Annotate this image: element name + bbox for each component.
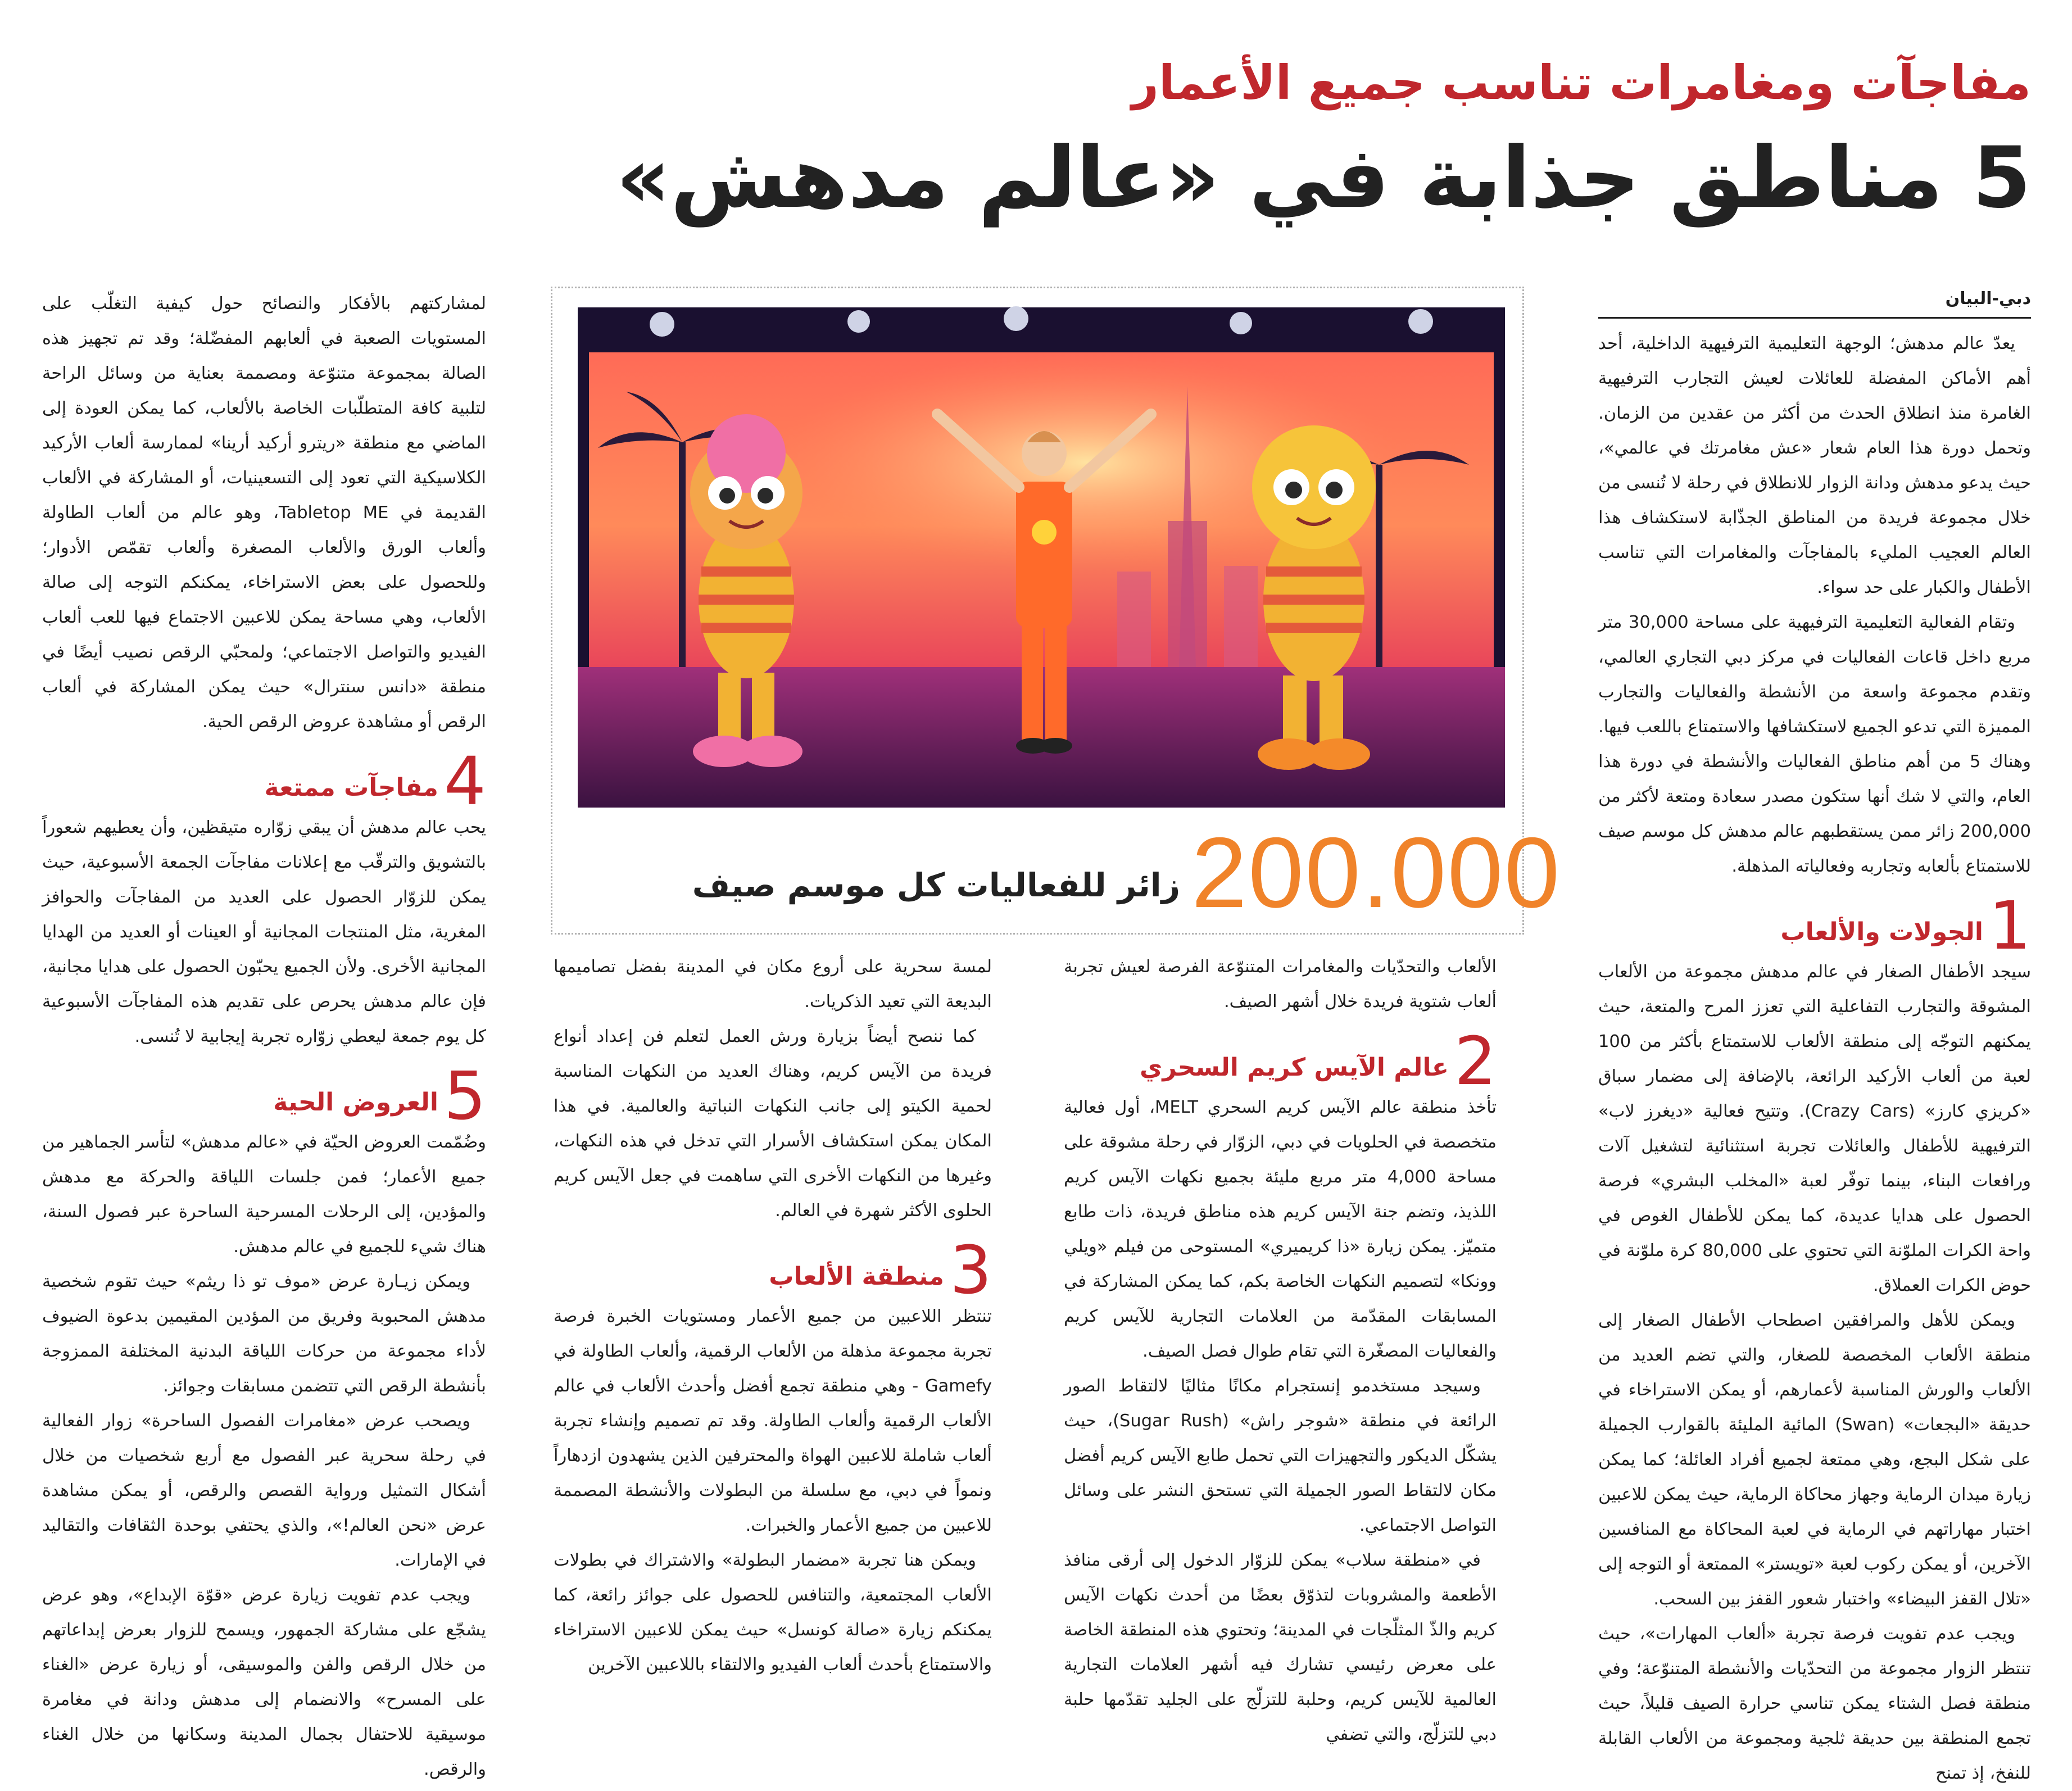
section-1-paragraph-3: ويجب عدم تفويت فرصة تجربة «ألعاب المهارات»، حيث تنتظر الزوار مجموعة من التحدّيات والأنشطة المتنوّعة؛ وفي منطقة فصل الشتاء يمكن تناسي حرارة الصيف قليلاً، حيث تجمع المنطقة بين حديقة ثلجية ومجموعة من الألعاب القابلة للنفخ، إذ تمنح bbox=[1598, 1624, 2031, 1783]
visitor-count-label: زائر للفعاليات كل موسم صيف bbox=[692, 866, 1180, 904]
section-title: العروض الحية bbox=[273, 1088, 438, 1117]
section-5-paragraph-3: ويصحب عرض «مغامرات الفصول الساحرة» زوار الفعالية في رحلة سحرية عبر الفصول مع أربع شخصيات من خلال أشكال التمثيل ورواية القصص والرقص، أو يمكن مشاهدة عرض «نحن العالم!»، والذي يحتفي بوحدة الثقافات والتقاليد في الإمارات. bbox=[42, 1411, 486, 1570]
section-title: منطقة الألعاب bbox=[769, 1262, 944, 1291]
column-2-top-paragraph: الألعاب والتحدّيات والمغامرات المتنوّعة الفرصة لعيش تجربة ألعاب شتوية فريدة خلال أشهر الصيف. bbox=[1064, 957, 1497, 1012]
stage-performance-image bbox=[578, 307, 1505, 808]
article-column-2 bbox=[1064, 950, 1497, 1744]
section-2-paragraph-1: تأخذ منطقة عالم الآيس كريم السحري MELT، أول فعالية متخصصة في الحلويات في دبي، الزوّار في رحلة مشوقة على مساحة 4,000 متر مربع مليئة بجميع نكهات الآيس كريم اللذيذ، وتضم جنة الآيس كريم هذه مناطق فريدة، ذات طابع متميّز. يمكن زيارة «ذا كريميري» المستوحى من فيلم «ويلي وونكا» لتصميم النكهات الخاصة بكم، كما يمكن المشاركة في المسابقات المقدّمة من العلامات التجارية للآيس كريم والفعاليات المصغّرة التي تقام طوال فصل الصيف. bbox=[1064, 1098, 1497, 1361]
section-5-paragraph-4: ويجب عدم تفويت زيارة عرض «قوّة الإبداع»، وهو عرض يشجّع على مشاركة الجمهور، ويسمح للزوار بعرض إبداعاتهم من خلال الرقص والفن والموسيقى، أو زيارة عرض «الغناء على المسرح» والانضمام إلى مدهش ودانة في مغامرة موسيقية للاحتفال بجمال المدينة وسكانها من خلال الغناء والرقص. bbox=[42, 1585, 486, 1779]
visitor-count-figure: 200.000 bbox=[1191, 817, 1561, 928]
section-4-paragraph-1: يحب عالم مدهش أن يبقي زوّاره متيقظين، وأن يعطيهم شعوراً بالتشويق والترقّب مع إعلانات مفاجآت الجمعة الأسبوعية، حيث يمكن للزوّار الحصول على العديد من المفاجآت والحوافز المغرية، مثل المنتجات المجانية أو العينات أو العديد من الهدايا المجانية الأخرى. ولأن الجميع يحبّون الحصول على هدايا مجانية، فإن عالم مدهش يحرص على تقديم هذه المفاجآت الأسبوعية كل يوم جمعة ليعطي زوّاره تجربة إيجابية لا تُنسى. bbox=[42, 818, 486, 1046]
section-number: 2 bbox=[1454, 1022, 1497, 1100]
dateline: دبي-البيان bbox=[1598, 287, 2031, 319]
section-number: 4 bbox=[443, 742, 486, 820]
section-heading-4 bbox=[42, 742, 486, 820]
section-1-paragraph-1: سيجد الأطفال الصغار في عالم مدهش مجموعة من الألعاب المشوقة والتجارب التفاعلية التي تعزز المرح والمتعة، حيث يمكنهم التوجّه إلى منطقة الألعاب للاستمتاع بأكثر من 100 لعبة من ألعاب الأركيد الرائعة، بالإضافة إلى مضمار سباق «كريزي كارز» (Crazy Cars). وتتيح فعالية «ديغرز لاب» الترفيهية للأطفال والعائلات تجربة استثنائية لتشغيل آلات ورافعات البناء، بينما توفّر لعبة «المخلب البشري» فرصة الحصول على هدايا عديدة، كما يمكن للأطفال الغوص في واحة الكرات الملوّنة التي تحتوي على 80,000 كرة ملوّنة في حوض الكرات العملاق. bbox=[1598, 962, 2031, 1295]
section-2-paragraph-3: في «منطقة سلاب» يمكن للزوّار الدخول إلى أرقى منافذ الأطعمة والمشروبات لتذوّق بعضًا من أحدث نكهات الآيس كريم والذّ المثلّجات في المدينة؛ وتحتوي هذه المنطقة الخاصة على معرض رئيسي تشارك فيه أشهر العلامات التجارية العالمية للآيس كريم، وحلبة للتزلّج على الجليد تقدّمها حلبة دبي للتزلّج، والتي تضفي bbox=[1064, 1550, 1497, 1744]
column-4-top-paragraph: لمشاركتهم بالأفكار والنصائح حول كيفية التغلّب على المستويات الصعبة في ألعابهم المفضّلة؛ وقد تم تجهيز هذه الصالة بمجموعة متنوّعة ومصممة بعناية من وسائل الراحة لتلبية كافة المتطلّبات الخاصة بالألعاب، كما يمكن العودة إلى الماضي مع منطقة «ريترو أركيد أرينا» لممارسة ألعاب الأركيد الكلاسيكية التي تعود إلى التسعينيات، أو المشاركة في الألعاب القديمة في Tabletop ME، وهو عالم من ألعاب الطاولة وألعاب الورق والألعاب المصغرة وألعاب تقمّص الأدوار؛ وللحصول على بعض الاستراخاء، يمكنكم التوجه إلى صالة الألعاب، وهي مساحة يمكن للاعبين الاجتماع فيها للعب ألعاب الفيديو والتواصل الاجتماعي؛ ولمحبّي الرقص نصيب أيضًا في منطقة «دانس سنترال» حيث يمكن المشاركة في ألعاب الرقص أو مشاهدة عروض الرقص الحية. bbox=[42, 294, 486, 732]
section-number: 3 bbox=[949, 1231, 992, 1309]
section-3-paragraph-1: تنتظر اللاعبين من جميع الأعمار ومستويات الخبرة فرصة تجربة مجموعة مذهلة من الألعاب الرقمية، وألعاب الطاولة في Gamefy - وهي منطقة تجمع أفضل وأحدث الألعاب في عالم الألعاب الرقمية وألعاب الطاولة. وقد تم تصميم وإنشاء تجربة ألعاب شاملة للاعبين الهواة والمحترفين الذين يشهدون ازدهاراً ونمواً في دبي، مع سلسلة من البطولات والأنشطة المصممة للاعبين من جميع الأعمار والخبرات. bbox=[554, 1307, 992, 1535]
article-column-1 bbox=[1598, 287, 2032, 1783]
section-2-paragraph-2: وسيجد مستخدمو إنستجرام مكانًا مثاليًا لالتقاط الصور الرائعة في منطقة «شوجر راش» (Sugar Rush)، حيث يشكّل الديكور والتجهيزات التي تحمل طابع الآيس كريم أفضل مكان لالتقاط الصور الجميلة التي تستحق النشر على وسائل التواصل الاجتماعي. bbox=[1064, 1376, 1497, 1535]
section-heading-2 bbox=[1064, 1022, 1497, 1100]
section-number: 5 bbox=[443, 1057, 486, 1135]
column-3-top-paragraph-1: لمسة سحرية على أروع مكان في المدينة بفضل تصاميمها البديعة التي تعيد الذكريات. bbox=[554, 957, 992, 1012]
intro-paragraph-2: وتقام الفعالية التعليمية الترفيهية على مساحة 30,000 متر مربع داخل قاعات الفعاليات في مركز دبي التجاري العالمي، وتقدم مجموعة واسعة من الأنشطة والفعاليات والتجارب المميزة التي تدعو الجميع لاستكشافها والاستمتاع باللعب فيها. وهناك 5 من أهم مناطق الفعاليات والأنشطة في دورة هذا العام، والتي لا شك أنها ستكون مصدر سعادة ومتعة لأكثر من 200,000 زائر ممن يستقطبهم عالم مدهش كل موسم صيف للاستمتاع بألعابه وتجاربه وفعالياته المذهلة. bbox=[1598, 613, 2031, 876]
article-column-4 bbox=[42, 287, 486, 1779]
section-1-paragraph-2: ويمكن للأهل والمرافقين اصطحاب الأطفال الصغار إلى منطقة الألعاب المخصصة للصغار، والتي تضم العديد من الألعاب والورش المناسبة لأعمارهم، أو يمكن الاستراخاء في حديقة «البجعات» (Swan) المائية المليئة بالقوارب الجميلة على شكل البجع، وهي ممتعة لجميع أفراد العائلة؛ كما يمكن زيارة ميدان الرماية وجهاز محاكاة الرماية، حيث يمكن للاعبين اختبار مهاراتهم في الرماية في لعبة المحاكاة مع المنافسين الآخرين، أو يمكن ركوب لعبة «تويستر» الممتعة أو التوجه إلى «تلال القفز البيضاء» واختبار شعور القفز بين السحب. bbox=[1598, 1311, 2032, 1609]
section-5-paragraph-1: وضُمّمت العروض الحيّة في «عالم مدهش» لتأسر الجماهير من جميع الأعمار؛ فمن جلسات اللياقة والحركة مع مدهش والمؤدين، إلى الرحلات المسرحية الساحرة عبر فصول السنة، هناك شيء للجميع في عالم مدهش. bbox=[42, 1132, 486, 1257]
column-3-top-paragraph-2: كما ننصح أيضاً بزيارة ورش العمل لتعلم فن إعداد أنواع فريدة من الآيس كريم، وهناك العديد من النكهات المناسبة لحمية الكيتو إلى جانب النكهات النباتية والعالمية. في هذا المكان يمكن استكشاف الأسرار التي تدخل في هذه النكهات، وغيرها من النكهات الأخرى التي ساهمت في جعل الآيس كريم الحلوى الأكثر شهرة في العالم. bbox=[554, 1027, 992, 1221]
section-5-paragraph-2: ويمكن زيـارة عرض «موف تو ذا ريثم» حيث تقوم شخصية مدهش المحبوبة وفريق من المؤدين المقيمين بدعوة الضيوف لأداء مجموعة من حركات اللياقة البدنية المختلفة الممزوجة بأنشطة الرقص التي تتضمن مسابقات وجوائز. bbox=[42, 1272, 486, 1396]
section-heading-1 bbox=[1598, 887, 2031, 964]
article-column-3 bbox=[554, 950, 992, 1680]
article-kicker: مفاجآت ومغامرات تناسب جميع الأعمار bbox=[1131, 55, 2031, 110]
article-headline: 5 مناطق جذابة في «عالم مدهش» bbox=[616, 129, 2031, 227]
section-heading-3 bbox=[554, 1231, 992, 1309]
intro-paragraph-1: يعدّ عالم مدهش؛ الوجهة التعليمية الترفيهية الداخلية، أحد أهم الأماكن المفضلة للعائلات لعيش التجارب الترفيهية الغامرة منذ انطلاق الحدث من أكثر من عقدين من الزمان. وتحمل دورة هذا العام شعار «عش مغامرتك في عالمي»، حيث يدعو مدهش ودانة الزوار للانطلاق في رحلة لا تُنسى من خلال مجموعة فريدة من المناطق الجذّابة لاستكشاف هذا العالم العجيب المليء بالمفاجآت والمغامرات التي تناسب الأطفال والكبار على حد سواء. bbox=[1598, 334, 2031, 597]
section-3-paragraph-2: ويمكن هنا تجربة «مضمار البطولة» والاشتراك في بطولات الألعاب المجتمعية، والتنافس للحصول على جوائز رائعة، كما يمكنكم زيارة «صالة كونسل» حيث يمكن للاعبين الاستراخاء والاستمتاع بأحدث ألعاب الفيديو والالتقاء باللاعبين الآخرين bbox=[554, 1550, 992, 1675]
section-title: مفاجآت ممتعة bbox=[264, 773, 438, 802]
section-number: 1 bbox=[1988, 887, 2031, 964]
section-heading-5 bbox=[42, 1057, 486, 1135]
section-title: عالم الآيس كريم السحري bbox=[1140, 1053, 1449, 1082]
section-title: الجولات والألعاب bbox=[1780, 918, 1983, 946]
